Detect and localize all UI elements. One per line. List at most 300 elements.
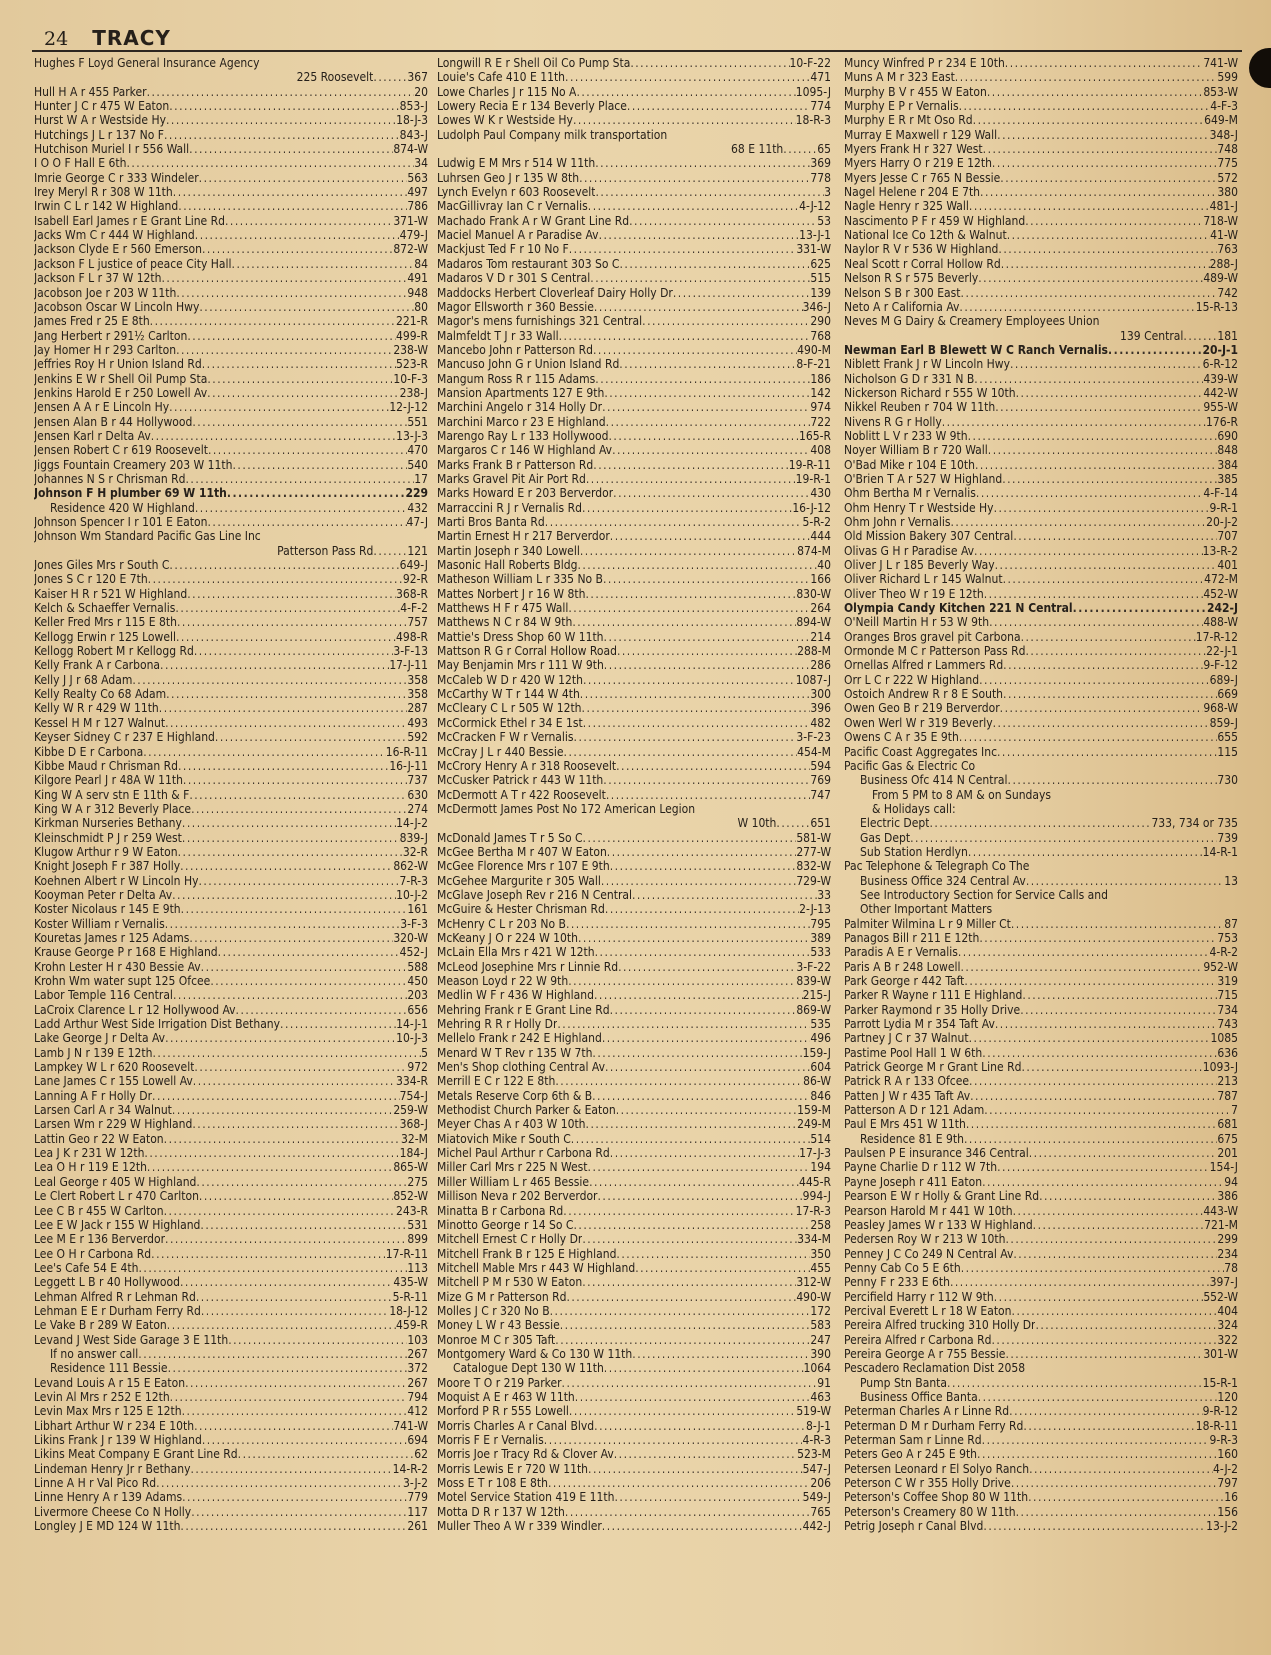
listing-name: Myers Jesse C r 765 N Bessie xyxy=(844,170,1001,185)
dot-leader xyxy=(588,1160,811,1174)
binder-hole xyxy=(1249,48,1271,88)
dot-leader xyxy=(976,486,1203,500)
listing-entry xyxy=(844,874,1238,888)
listing-name: Jenkins E W r Shell Oil Pump Sta xyxy=(34,371,208,386)
dot-leader xyxy=(565,70,810,84)
listing-phone: 249-M xyxy=(797,1117,831,1132)
listing-name: Marchini Marco r 23 E Highland xyxy=(437,414,606,429)
listing-entry xyxy=(437,1505,831,1519)
dot-leader xyxy=(1003,572,1205,586)
dot-leader xyxy=(776,816,810,830)
listing-phone: 649-J xyxy=(399,558,428,573)
listing-name: Owens C A r 35 E 9th xyxy=(844,730,959,745)
dot-leader xyxy=(565,1505,810,1519)
listing-entry xyxy=(844,1074,1238,1088)
dot-leader xyxy=(1029,1462,1213,1476)
dot-leader xyxy=(950,1275,1210,1289)
listing-name: Matthews H F r 475 Wall xyxy=(437,601,569,616)
listing-name: Irwin C L r 142 W Highland xyxy=(34,199,179,214)
dot-leader xyxy=(559,329,811,343)
listing-phone: 41-W xyxy=(1210,228,1238,243)
listing-name: Owen Geo B r 219 Berverdor xyxy=(844,701,1000,716)
listing-name: Jackson Clyde E r 560 Emerson xyxy=(34,242,202,257)
listing-entry xyxy=(437,1261,831,1275)
listing-entry xyxy=(34,1419,428,1433)
listing-phone: 9-R-1 xyxy=(1209,500,1238,515)
listing-phone: 259-W xyxy=(393,1103,428,1118)
listing-entry xyxy=(34,558,428,572)
dot-leader xyxy=(606,415,811,429)
listing-name: Marengo Ray L r 133 Hollywood xyxy=(437,428,609,443)
dot-leader xyxy=(1025,214,1203,228)
listing-phone: 13-J-2 xyxy=(1206,1519,1238,1534)
listing-name: Nicholson G D r 331 N B xyxy=(844,371,975,386)
listing-phone: 974 xyxy=(810,400,831,415)
listing-name: Matthews N C r 84 W 9th xyxy=(437,615,573,630)
dot-leader xyxy=(228,1333,407,1347)
listing-entry xyxy=(844,286,1238,300)
dot-leader xyxy=(595,185,824,199)
listing-name: Jiggs Fountain Creamery 203 W 11th xyxy=(34,457,233,472)
listing-phone: 229 xyxy=(405,486,428,501)
listing-phone: 334-M xyxy=(797,1232,831,1247)
listing-entry xyxy=(34,1247,428,1261)
dot-leader xyxy=(610,529,811,543)
listing-entry xyxy=(34,70,428,84)
dot-leader xyxy=(604,658,811,672)
dot-leader xyxy=(280,1017,396,1031)
dot-leader xyxy=(580,687,811,701)
listing-entry xyxy=(437,1146,831,1160)
listing-phone: 78 xyxy=(1224,1260,1238,1275)
listing-phone: 404 xyxy=(1217,1303,1238,1318)
listing-phone: 853-J xyxy=(399,99,428,114)
dot-leader xyxy=(168,1361,408,1375)
dot-leader xyxy=(1108,343,1203,357)
listing-entry xyxy=(844,70,1238,84)
listing-name: Knight Joseph F r 387 Holly xyxy=(34,859,181,874)
listing-phone: 743 xyxy=(1217,1017,1238,1032)
listing-phone: 4-F-3 xyxy=(1210,99,1238,114)
listing-entry xyxy=(437,888,831,902)
listing-entry xyxy=(437,257,831,271)
listing-phone: 669 xyxy=(1217,687,1238,702)
listing-name: Marks Howard E r 203 Berverdor xyxy=(437,486,614,501)
listing-entry xyxy=(437,1175,831,1189)
listing-entry xyxy=(844,1433,1238,1447)
listing-entry xyxy=(34,960,428,974)
listing-name: Patterson A D r 121 Adam xyxy=(844,1103,985,1118)
listing-name: Machado Frank A r W Grant Line Rd xyxy=(437,213,630,228)
listing-entry xyxy=(437,644,831,658)
listing-phone: 9-R-3 xyxy=(1209,1433,1238,1447)
dot-leader xyxy=(994,1290,1204,1304)
dot-leader xyxy=(180,1519,407,1533)
dot-leader xyxy=(199,171,408,185)
listing-name: Owen Werl W r 319 Beverly xyxy=(844,715,993,730)
dot-leader xyxy=(590,271,810,285)
listing-entry xyxy=(437,615,831,629)
listing-phone: 552-W xyxy=(1203,1289,1238,1304)
listing-phone: 5-R-2 xyxy=(802,515,831,529)
listing-entry xyxy=(34,429,428,443)
dot-leader xyxy=(585,587,796,601)
dot-leader xyxy=(594,300,803,314)
listing-entry xyxy=(844,472,1238,486)
listing-entry xyxy=(437,199,831,213)
dot-leader xyxy=(614,1490,802,1504)
listing-name: Koster William r Vernalis xyxy=(34,916,165,931)
dot-leader xyxy=(568,601,810,615)
listing-phone: 471 xyxy=(810,70,831,85)
listing-name: Payne Joseph r 411 Eaton xyxy=(844,1174,983,1189)
listing-entry xyxy=(844,1275,1238,1289)
listing-phone: 20 xyxy=(414,84,428,99)
listing-phone: 737 xyxy=(407,773,428,788)
listing-entry xyxy=(844,314,1238,328)
dot-leader xyxy=(573,113,796,127)
listing-entry xyxy=(34,1476,428,1490)
listing-phone: 159-M xyxy=(797,1103,831,1118)
dot-leader xyxy=(208,443,407,457)
dot-leader xyxy=(1021,1060,1202,1074)
listing-name: McCormick Ethel r 34 E 1st xyxy=(437,715,583,730)
listing-name: Peterson C W r 355 Holly Drive xyxy=(844,1476,1011,1491)
listing-phone: 301-W xyxy=(1203,1346,1238,1361)
listing-name: Muncy Winfred P r 234 E 10th xyxy=(844,56,1005,70)
listing-phone: 87 xyxy=(1224,916,1238,931)
dot-leader xyxy=(589,1175,799,1189)
listing-phone: 17-J-11 xyxy=(389,658,428,673)
dot-leader xyxy=(1013,529,1217,543)
listing-phone: 15-R-1 xyxy=(1202,1375,1238,1390)
dot-leader xyxy=(571,1132,811,1146)
listing-entry xyxy=(34,615,428,629)
dot-leader xyxy=(572,615,796,629)
listing-phone: 444 xyxy=(810,529,831,544)
listing-entry xyxy=(34,773,428,787)
listing-entry xyxy=(34,1275,428,1289)
listing-name: Lehman E E r Durham Ferry Rd xyxy=(34,1303,201,1318)
listing-phone: 1095-J xyxy=(795,84,831,99)
listing-phone: 498-R xyxy=(396,629,428,644)
listing-phone: 17-R-11 xyxy=(385,1246,428,1261)
listing-phone: 2-J-13 xyxy=(799,902,831,917)
listing-name: McGuire & Hester Chrisman Rd xyxy=(437,902,605,917)
dot-leader xyxy=(910,831,1217,845)
listing-phone: 12-J-12 xyxy=(389,400,428,415)
listing-entry xyxy=(34,472,428,486)
listing-entry xyxy=(437,945,831,959)
listing-name: Hunter J C r 475 W Eaton xyxy=(34,99,170,114)
listing-name: Klugow Arthur r 9 W Eaton xyxy=(34,844,178,859)
listing-name: Morris Joe r Tracy Rd & Clover Av xyxy=(437,1447,614,1462)
dot-leader xyxy=(557,1017,810,1031)
listing-name: Minatta B r Carbona Rd xyxy=(437,1203,564,1218)
dot-leader xyxy=(642,314,810,328)
dot-leader xyxy=(997,128,1210,142)
listing-phone: 655 xyxy=(1217,730,1238,745)
listing-name: Keller Fred Mrs r 115 E 8th xyxy=(34,615,177,630)
listing-name: Murray E Maxwell r 129 Wall xyxy=(844,127,998,142)
dot-leader xyxy=(159,701,408,715)
listing-phone: 533 xyxy=(810,945,831,960)
listing-entry xyxy=(844,788,1238,802)
listing-entry xyxy=(844,687,1238,701)
dot-leader xyxy=(152,1089,400,1103)
listing-entry xyxy=(437,773,831,787)
listing-entry xyxy=(437,630,831,644)
listing-name: Other Important Matters xyxy=(860,902,993,917)
listing-name: Medlin W F r 436 W Highland xyxy=(437,988,594,1003)
listing-entry xyxy=(844,974,1238,988)
listing-entry xyxy=(34,415,428,429)
dot-leader xyxy=(1033,1218,1205,1232)
listing-entry xyxy=(437,443,831,457)
dot-leader xyxy=(176,630,396,644)
listing-phone: 165-R xyxy=(799,428,831,443)
listing-entry xyxy=(437,185,831,199)
dot-leader xyxy=(189,142,393,156)
listing-phone: 14-J-1 xyxy=(396,1017,428,1032)
listing-name: Lowery Recia E r 134 Beverly Place xyxy=(437,99,627,114)
listing-entry xyxy=(34,859,428,873)
listing-name: Mitchell Frank B r 125 E Highland xyxy=(437,1246,617,1261)
listing-phone: 367 xyxy=(407,70,428,85)
listing-entry xyxy=(844,199,1238,213)
dot-leader xyxy=(151,1247,386,1261)
listing-entry xyxy=(437,171,831,185)
listing-entry xyxy=(34,902,428,916)
listing-phone: 3-F-3 xyxy=(400,916,428,931)
listing-phone: 443-W xyxy=(1203,1203,1238,1218)
listing-entry xyxy=(844,773,1238,787)
listing-phone: 830-W xyxy=(796,586,831,601)
listing-phone: 322 xyxy=(1217,1332,1238,1347)
listing-phone: 651 xyxy=(810,816,831,831)
dot-leader xyxy=(187,587,396,601)
dot-leader xyxy=(172,888,396,902)
listing-entry xyxy=(437,816,831,830)
dot-leader xyxy=(198,874,399,888)
listing-name: Kibbe Maud r Chrisman Rd xyxy=(34,758,178,773)
dot-leader xyxy=(969,199,1210,213)
listing-name: Lowes W K r Westside Hy xyxy=(437,113,573,128)
listing-phone: 718-W xyxy=(1203,213,1238,228)
listing-name: Jay Homer H r 293 Carlton xyxy=(34,342,177,357)
listing-entry xyxy=(844,257,1238,271)
listing-entry xyxy=(34,85,428,99)
dot-leader xyxy=(550,1304,811,1318)
listing-entry xyxy=(34,1347,428,1361)
listing-entry xyxy=(437,357,831,371)
dot-leader xyxy=(1012,1304,1218,1318)
dot-leader xyxy=(978,271,1203,285)
dot-leader xyxy=(576,85,795,99)
listing-name: Motta D R r 137 W 12th xyxy=(437,1504,565,1519)
listing-name: Moss E T r 108 E 8th xyxy=(437,1476,548,1491)
dot-leader xyxy=(236,1003,408,1017)
listing-phone: 490-M xyxy=(797,342,831,357)
listing-phone: 531 xyxy=(407,1217,428,1232)
listing-name: Larsen Carl A r 34 Walnut xyxy=(34,1103,172,1118)
listing-name: Business Ofc 414 N Central xyxy=(860,773,1008,788)
listing-phone: 7-R-3 xyxy=(399,873,428,888)
listing-name: LaCroix Clarence L r 12 Hollywood Av xyxy=(34,1002,236,1017)
listing-name: O'Bad Mike r 104 E 10th xyxy=(844,457,975,472)
listing-name: Morris Charles A r Canal Blvd xyxy=(437,1418,595,1433)
listing-name: Kooyman Peter r Delta Av xyxy=(34,887,173,902)
listing-name: Penny Cab Co 5 E 6th xyxy=(844,1260,961,1275)
listing-phone: 739 xyxy=(1217,830,1238,845)
dot-leader xyxy=(582,1275,796,1289)
dot-leader xyxy=(580,544,797,558)
dot-leader xyxy=(191,802,407,816)
listing-entry xyxy=(844,85,1238,99)
listing-name: Motel Service Station 419 E 11th xyxy=(437,1490,615,1505)
listing-name: Palmiter Wilmina L r 9 Miller Ct xyxy=(844,916,1011,931)
listing-entry xyxy=(437,974,831,988)
listing-phone: 172 xyxy=(810,1303,831,1318)
listing-phone: 40 xyxy=(817,558,831,573)
listing-entry xyxy=(437,343,831,357)
dot-leader xyxy=(178,845,403,859)
listing-phone: 523-M xyxy=(797,1447,831,1462)
listing-name: Nagle Henry r 325 Wall xyxy=(844,199,969,214)
listing-name: Molles J C r 320 No B xyxy=(437,1303,550,1318)
listing-phone: 848 xyxy=(1217,443,1238,458)
dot-leader xyxy=(579,171,810,185)
listing-phone: 874-W xyxy=(393,142,428,157)
dot-leader xyxy=(1011,1476,1218,1490)
listing-name: Methodist Church Parker & Eaton xyxy=(437,1103,616,1118)
listing-name: Masonic Hall Roberts Bldg xyxy=(437,558,578,573)
dot-leader xyxy=(958,945,1210,959)
listing-phone: 350 xyxy=(810,1246,831,1261)
listing-phone: 9-R-12 xyxy=(1202,1404,1238,1419)
listing-name: Ludwig E M Mrs r 514 W 11th xyxy=(437,156,596,171)
listing-entry xyxy=(844,1232,1238,1246)
listing-entry xyxy=(437,1132,831,1146)
listing-name: Margaros C r 146 W Highland Av xyxy=(437,443,613,458)
listing-name: Malmfeldt T J r 33 Wall xyxy=(437,328,559,343)
listing-entry xyxy=(437,1117,831,1131)
listing-phone: 299 xyxy=(1217,1232,1238,1247)
listing-entry xyxy=(844,1347,1238,1361)
dot-leader xyxy=(566,917,810,931)
dot-leader xyxy=(983,142,1218,156)
listing-entry xyxy=(437,1189,831,1203)
dot-leader xyxy=(132,673,407,687)
listing-phone: 742 xyxy=(1217,285,1238,300)
listing-phone: 13-R-2 xyxy=(1202,543,1238,558)
listing-phone: 19-R-11 xyxy=(788,457,831,472)
dot-leader xyxy=(1005,1347,1203,1361)
listing-phone: 862-W xyxy=(393,859,428,874)
listing-entry xyxy=(844,185,1238,199)
listing-entry xyxy=(437,228,831,242)
listing-name: Panagos Bill r 211 E 12th xyxy=(844,930,980,945)
listing-entry xyxy=(844,1146,1238,1160)
listing-name: Lee's Cafe 54 E 4th xyxy=(34,1260,139,1275)
listing-name: Pearson Harold M r 441 W 10th xyxy=(844,1203,1013,1218)
listing-name: Olivas G H r Paradise Av xyxy=(844,543,975,558)
listing-name: Marks Gravel Pit Air Port Rd xyxy=(437,471,586,486)
listing-name: McGee Bertha M r 407 W Eaton xyxy=(437,844,607,859)
listing-name: Ornellas Alfred r Lammers Rd xyxy=(844,658,1004,673)
dot-leader xyxy=(548,1476,810,1490)
dot-leader xyxy=(194,1060,407,1074)
listing-name: Jang Herbert r 291½ Carlton xyxy=(34,328,188,343)
dot-leader xyxy=(1003,658,1203,672)
listing-entry xyxy=(844,1117,1238,1131)
listing-name: Kelch & Schaeffer Vernalis xyxy=(34,601,176,616)
listing-name: Lehman Alfred R r Lehman Rd xyxy=(34,1289,196,1304)
dot-leader xyxy=(164,1204,396,1218)
dot-leader xyxy=(966,1117,1218,1131)
dot-leader xyxy=(192,1117,399,1131)
listing-phone: 722 xyxy=(810,414,831,429)
listing-entry xyxy=(437,1419,831,1433)
listing-entry xyxy=(437,70,831,84)
listing-phone: 1064 xyxy=(803,1361,831,1376)
listing-phone: 694 xyxy=(407,1433,428,1447)
listing-name: Kellogg Robert M r Kellogg Rd xyxy=(34,644,194,659)
listing-name: Noblitt L V r 233 W 9th xyxy=(844,428,968,443)
listing-name: Kleinschmidt P J r 259 West xyxy=(34,830,182,845)
listing-entry xyxy=(437,242,831,256)
dot-leader xyxy=(153,1046,422,1060)
listing-phone: 17-J-3 xyxy=(799,1146,831,1161)
dot-leader xyxy=(602,1519,803,1533)
listing-phone: 490-W xyxy=(796,1289,831,1304)
listing-phone: 797 xyxy=(1217,1476,1238,1491)
listing-phone: 5-R-11 xyxy=(392,1289,428,1304)
listing-phone: 551 xyxy=(407,414,428,429)
dot-leader xyxy=(195,228,400,242)
dot-leader xyxy=(202,242,393,256)
listing-phone: 18-R-11 xyxy=(1195,1418,1238,1433)
listing-phone: 331-W xyxy=(796,242,831,257)
listing-entry xyxy=(844,1175,1238,1189)
listing-entry xyxy=(437,458,831,472)
listing-entry xyxy=(437,1060,831,1074)
listing-name: Libhart Arthur W r 234 E 10th xyxy=(34,1418,195,1433)
listing-name: Paradis A E r Vernalis xyxy=(844,945,958,960)
listing-entry xyxy=(844,558,1238,572)
dot-leader xyxy=(202,357,396,371)
dot-leader xyxy=(998,242,1217,256)
listing-name: Irey Meryl R r 308 W 11th xyxy=(34,185,173,200)
dot-leader xyxy=(143,745,385,759)
listing-entry xyxy=(34,486,428,500)
listing-entry xyxy=(437,1103,831,1117)
listing-entry xyxy=(844,572,1238,586)
listing-name: From 5 PM to 8 AM & on Sundays xyxy=(872,787,1052,802)
listing-name: Pump Stn Banta xyxy=(860,1375,948,1390)
listing-entry xyxy=(34,572,428,586)
listing-phone: 14-J-2 xyxy=(396,816,428,831)
listing-phone: 142 xyxy=(810,385,831,400)
dot-leader xyxy=(165,1031,396,1045)
listing-entry xyxy=(437,1046,831,1060)
listing-name: Moore T O r 219 Parker xyxy=(437,1375,562,1390)
listing-phone: 277-W xyxy=(796,844,831,859)
listing-phone: 649-M xyxy=(1204,113,1238,128)
listing-name: Partney J C r 37 Walnut xyxy=(844,1031,969,1046)
listing-name: Nikkel Reuben r 704 W 11th xyxy=(844,400,996,415)
dot-leader xyxy=(610,1146,799,1160)
